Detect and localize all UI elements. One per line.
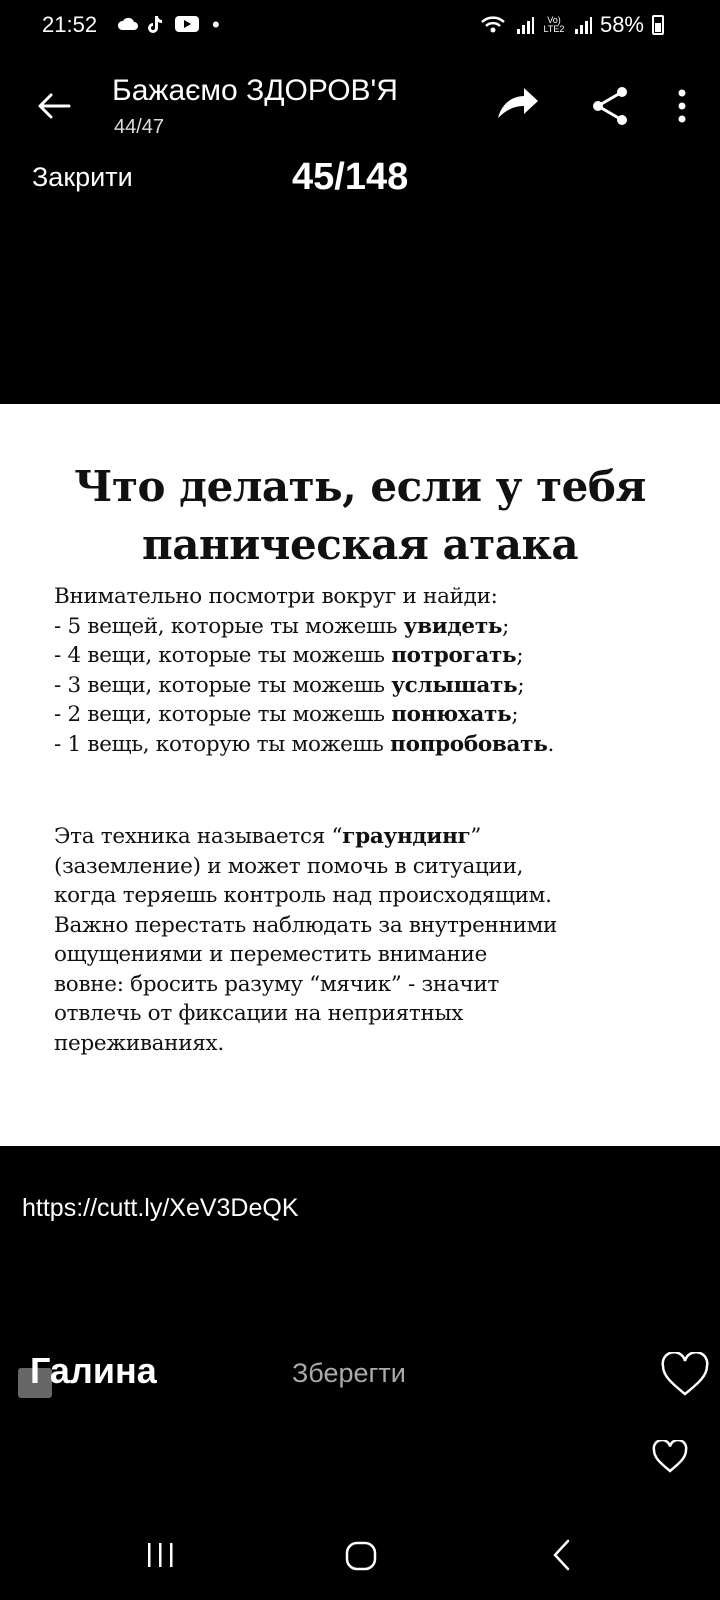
heart-icon[interactable] xyxy=(660,1352,710,1398)
close-button[interactable]: Закрити xyxy=(32,162,133,192)
home-icon[interactable] xyxy=(344,1540,378,1572)
author-name[interactable]: Галина xyxy=(30,1350,157,1391)
tiktok-icon xyxy=(144,14,164,34)
battery-percent: 58% xyxy=(599,12,644,37)
youtube-icon xyxy=(174,14,200,34)
cloud-icon xyxy=(116,14,140,34)
list-item: - 2 вещи, которые ты можешь понюхать; xyxy=(54,702,519,727)
post-image[interactable] xyxy=(0,404,720,1146)
share-icon[interactable] xyxy=(588,84,632,128)
lte-label: Vo) LTE2 xyxy=(543,15,565,34)
forward-arrow-icon[interactable] xyxy=(494,80,542,128)
post-position: 44/47 xyxy=(114,116,165,138)
status-right-group xyxy=(480,12,664,38)
heart-icon[interactable] xyxy=(652,1440,688,1474)
image-intro: Внимательно посмотри вокруг и найди: xyxy=(54,584,498,609)
paragraph-line: вовне: бросить разуму “мячик” - значит xyxy=(54,971,500,997)
back-button[interactable] xyxy=(32,84,76,128)
battery-icon xyxy=(652,15,664,35)
list-item: - 4 вещи, которые ты можешь потрогать; xyxy=(54,643,524,668)
status-time: 21:52 xyxy=(42,12,98,37)
recent-apps-icon[interactable] xyxy=(142,1540,178,1570)
post-link[interactable]: https://cutt.ly/XeV3DeQK xyxy=(22,1194,299,1222)
paragraph-line: ощущениями и переместить внимание xyxy=(54,942,488,967)
save-button[interactable]: Зберегти xyxy=(292,1358,406,1388)
wifi-icon xyxy=(480,15,508,35)
paragraph-line: когда теряешь контроль над происходящим. xyxy=(54,883,552,908)
image-list xyxy=(54,582,674,759)
arrow-left-icon xyxy=(37,92,71,120)
paragraph-line: переживаниях. xyxy=(54,1030,224,1056)
photo-counter: 45/148 xyxy=(292,156,409,198)
paragraph-line: Эта техника называется “граундинг” xyxy=(54,824,482,849)
back-nav-icon[interactable] xyxy=(550,1538,574,1572)
status-dot: • xyxy=(212,12,220,37)
signal-icon xyxy=(516,15,534,35)
image-title-line: Что делать, если у тебя xyxy=(74,462,646,511)
paragraph-line: отвлечь от фиксации на неприятных xyxy=(54,1001,464,1026)
paragraph-line: Важно перестать наблюдать за внутренними xyxy=(54,912,558,938)
paragraph-line: (заземление) и может помочь в ситуации, xyxy=(54,853,524,879)
signal-2-icon xyxy=(574,15,592,35)
image-paragraph xyxy=(54,822,674,1058)
image-title xyxy=(0,458,720,574)
more-vertical-icon[interactable] xyxy=(664,84,700,128)
group-title[interactable]: Бажаємо ЗДОРОВ'Я xyxy=(112,74,398,107)
list-item: - 5 вещей, которые ты можешь увидеть; xyxy=(54,613,510,639)
list-item: - 1 вещь, которую ты можешь попробовать. xyxy=(54,731,555,757)
list-item: - 3 вещи, которые ты можешь услышать; xyxy=(54,672,525,698)
image-title-line: паническая атака xyxy=(141,520,579,569)
